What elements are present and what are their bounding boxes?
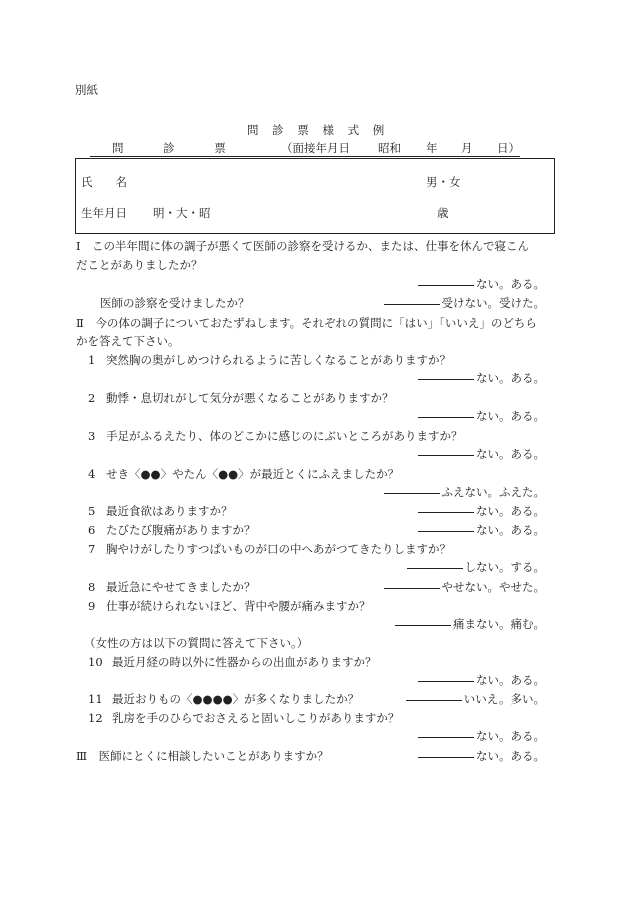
question-2-number: 2 [88, 391, 96, 405]
question-2-answer: ない。ある。 [418, 408, 545, 424]
header-underline [90, 156, 520, 157]
question-5-number: 5 [88, 504, 96, 518]
name-label: 氏 名 [81, 175, 127, 189]
month-label: 月 [461, 141, 473, 155]
section1-title-line1: Ⅰ この半年間に体の調子が悪くて医師の診察を受けるか、または、仕事を休んで寝こん [76, 239, 530, 253]
question-2-text: 動悸・息切れがして気分が悪くなることがありますか？ [106, 391, 394, 405]
question-4-answer: ふえない。ふえた。 [384, 484, 546, 500]
birthdate-label: 生年月日 [81, 206, 127, 220]
question-6-text: たびたび腹痛がありますか？ [106, 523, 256, 537]
era-options: 明・大・昭 [153, 206, 211, 220]
question-10-text: 最近月経の時以外に性器からの出血がありますか？ [112, 655, 377, 669]
question-7-number: 7 [88, 542, 96, 556]
document-title: 問 診 票 様 式 例 [247, 123, 390, 137]
date-caption: （面接年月日 [281, 141, 350, 155]
era-showa: 昭和 [378, 141, 401, 155]
section1-sub-question: 医師の診察を受けましたか？ [100, 296, 250, 310]
question-1-number: 1 [88, 353, 96, 367]
year-label: 年 [426, 141, 438, 155]
section1-answer: ない。ある。 [418, 276, 545, 292]
question-11-text: 最近おりもの〈●●●●〉が多くなりましたか？ [112, 692, 360, 706]
question-3-number: 3 [88, 429, 96, 443]
section2-title-line1: Ⅱ 今の体の調子についておたずねします。それぞれの質問に「はい」「いいえ」のどちら [76, 316, 537, 330]
question-5-text: 最近食欲はありますか？ [106, 504, 233, 518]
question-8-number: 8 [88, 580, 96, 594]
question-9-number: 9 [88, 599, 96, 613]
section1-sub-answer: 受けない。受けた。 [384, 295, 546, 311]
section1-title-line2: だことがありましたか？ [76, 258, 203, 272]
section3-question: Ⅲ 医師にとくに相談したいことがありますか？ [76, 749, 329, 763]
patient-info-box [75, 158, 555, 234]
question-9-answer: 痛まない。痛む。 [395, 616, 545, 632]
sex-options: 男・女 [426, 175, 461, 189]
question-1-answer: ない。ある。 [418, 370, 545, 386]
question-6-answer: ない。ある。 [418, 522, 545, 538]
question-7-text: 胸やけがしたりすつぱいものが口の中へあがつてきたりしますか？ [106, 542, 451, 556]
question-11-number: 11 [88, 692, 103, 706]
question-12-number: 12 [88, 711, 103, 725]
question-11-answer: いいえ。多い。 [406, 691, 545, 707]
question-9-text: 仕事が続けられないほど、背中や腰が痛みますか？ [106, 599, 371, 613]
day-label: 日） [497, 141, 520, 155]
question-10-answer: ない。ある。 [418, 672, 545, 688]
question-4-text: せき〈●●〉やたん〈●●〉が最近とくにふえましたか？ [106, 467, 400, 481]
question-12-answer: ない。ある。 [418, 728, 545, 744]
question-1-text: 突然胸の奥がしめつけられるように苦しくなることがありますか？ [106, 353, 451, 367]
question-8-text: 最近急にやせてきましたか？ [106, 580, 256, 594]
question-4-number: 4 [88, 467, 96, 481]
section3-answer: ない。ある。 [418, 748, 545, 764]
question-6-number: 6 [88, 523, 96, 537]
women-note: （女性の方は以下の質問に答えて下さい。） [84, 636, 309, 650]
question-12-text: 乳房を手のひらでおさえると固いしこりがありますか？ [112, 711, 400, 725]
section2-title-line2: かを答えて下さい。 [76, 334, 180, 348]
question-5-answer: ない。ある。 [418, 503, 545, 519]
question-10-number: 10 [88, 655, 103, 669]
question-7-answer: しない。する。 [407, 559, 546, 575]
age-unit: 歳 [437, 206, 449, 220]
question-8-answer: やせない。やせた。 [384, 579, 546, 595]
question-3-text: 手足がふるえたり、体のどこかに感じのにぶいところがありますか？ [106, 429, 463, 443]
question-3-answer: ない。ある。 [418, 446, 545, 462]
form-label: 問 診 票 [112, 141, 244, 155]
attachment-label: 別紙 [75, 83, 98, 97]
